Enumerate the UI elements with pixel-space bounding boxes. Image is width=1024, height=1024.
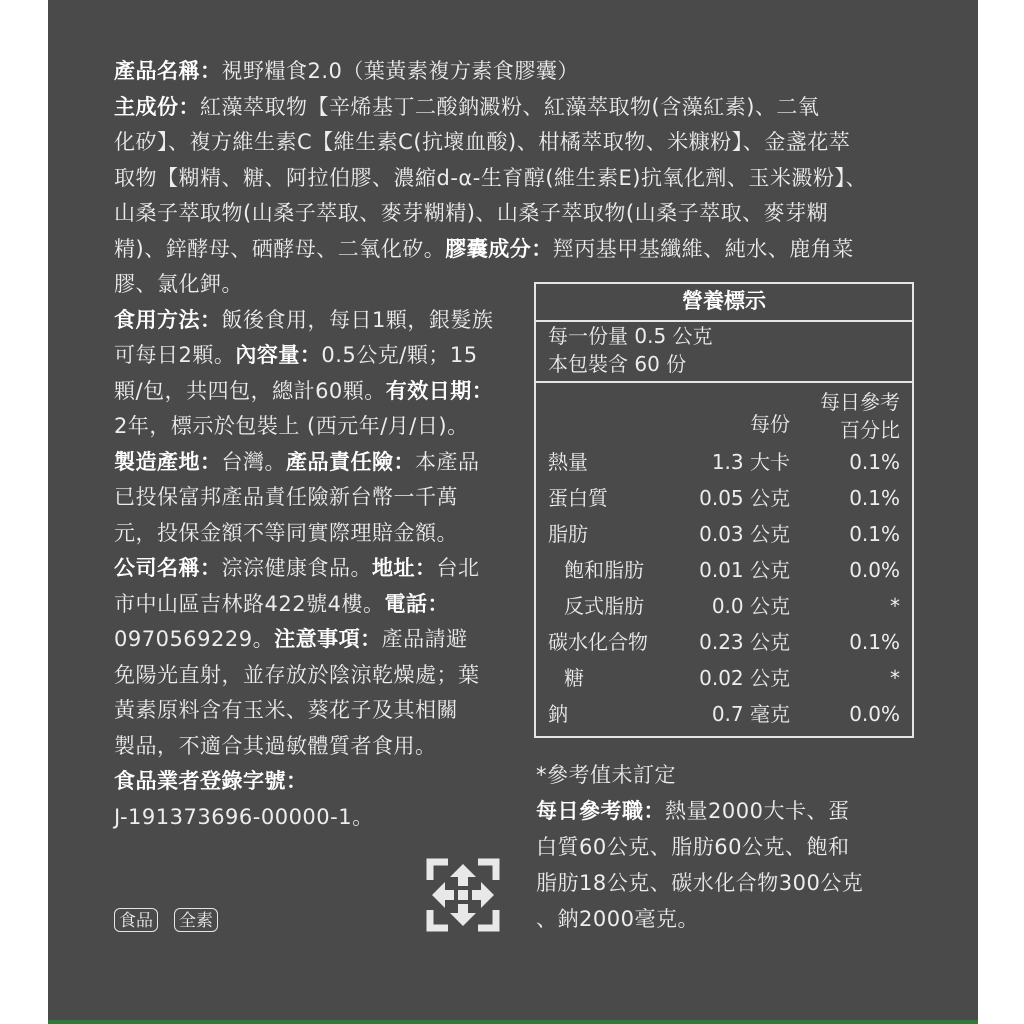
info-line [114, 800, 374, 834]
nutrient-name: 反式脂肪 [564, 594, 644, 618]
info-label: 電話： [384, 591, 449, 616]
info-text: 視野糧食2.0（葉黃素複方素食膠囊） [221, 59, 579, 83]
nutrient-daily-percent: 0.1% [849, 522, 900, 546]
info-label: 食用方法： [114, 307, 222, 332]
daily-reference-line3: 脂肪18公克、碳水化合物300公克 [536, 871, 864, 895]
nutrient-daily-percent: 0.1% [849, 450, 900, 474]
info-label: 產品責任險： [286, 449, 415, 474]
info-text: 顆/包，共四包，總計60顆。 [114, 378, 386, 403]
info-label: 主成份： [114, 94, 200, 119]
info-label: 製造產地： [114, 449, 222, 474]
nutrient-amount: 0.0 公克 [711, 594, 790, 618]
reference-note: *參考值未訂定 [536, 763, 676, 787]
nutrient-name: 鈉 [548, 702, 568, 726]
col-per-serving: 每份 [750, 412, 790, 436]
serving-size: 每一份量 0.5 公克 [548, 324, 713, 348]
nutrient-daily-percent: 0.0% [849, 558, 900, 582]
daily-reference-line2: 白質60公克、脂肪60公克、飽和 [536, 835, 850, 859]
info-line [114, 658, 480, 692]
info-text: 紅藻萃取物【辛烯基丁二酸鈉澱粉、紅藻萃取物(含藻紅素)、二氧 [200, 94, 820, 119]
info-line [114, 267, 243, 301]
nutrient-amount: 0.7 毫克 [711, 702, 790, 726]
nutrient-name: 碳水化合物 [548, 630, 648, 654]
info-line [114, 587, 449, 621]
nutrient-daily-percent: 0.1% [849, 486, 900, 510]
info-text: 山桑子萃取物(山桑子萃取、麥芽糊精)、山桑子萃取物(山桑子萃取、麥芽糊 [114, 201, 829, 225]
nutrient-name: 飽和脂肪 [564, 558, 644, 582]
info-text: 元，投保金額不等同實際理賠金額。 [114, 520, 458, 545]
info-text: 本產品 [415, 449, 480, 474]
info-line [114, 232, 854, 266]
nutrient-amount: 0.05 公克 [699, 486, 790, 510]
info-text: 台北 [436, 556, 480, 580]
info-text: 2年，標示於包裝上 (西元年/月/日)。 [114, 414, 469, 438]
info-text: 產品請避 [381, 627, 468, 651]
info-text: 羥丙基甲基纖維、純水、鹿角菜 [552, 236, 854, 261]
info-line [114, 90, 819, 124]
info-line [114, 125, 850, 159]
info-line [114, 551, 480, 585]
nutrient-name: 熱量 [548, 450, 588, 474]
info-label: 有效日期： [385, 378, 494, 403]
nutrition-title: 營養標示 [536, 284, 912, 322]
divider [536, 381, 912, 383]
info-text: 黃素原料含有玉米、葵花子及其相關 [114, 698, 458, 722]
info-label: 食品業者登錄字號： [114, 769, 308, 793]
info-label: 注意事項： [274, 627, 382, 651]
info-text: 可每日2顆。 [114, 343, 236, 367]
info-text: 淙淙健康食品。 [221, 556, 372, 580]
food-badge: 食品 [114, 908, 158, 932]
info-line [114, 338, 478, 372]
nutrition-table [534, 282, 914, 738]
info-text: 膠、氯化鉀。 [114, 272, 243, 296]
info-text: 已投保富邦產品責任險新台幣一千萬 [114, 485, 458, 509]
info-text: 0970569229。 [114, 627, 275, 651]
info-text: 飯後食用，每日1顆，銀髮族 [221, 307, 494, 332]
nutrient-name: 蛋白質 [548, 486, 608, 510]
info-line [114, 196, 828, 230]
info-line [114, 480, 458, 514]
info-label: 產品名稱： [114, 59, 222, 83]
nutrient-amount: 0.02 公克 [699, 666, 790, 690]
info-line [114, 409, 469, 443]
bottom-strip [48, 1020, 978, 1024]
nutrient-amount: 0.23 公克 [699, 630, 790, 654]
info-text: 0.5公克/顆；15 [321, 343, 478, 367]
info-label: 膠囊成分： [445, 236, 553, 261]
nutrient-daily-percent: * [890, 594, 900, 618]
daily-reference-line1: 每日參考職：熱量2000大卡、蛋 [536, 799, 850, 823]
nutrient-daily-percent: * [890, 666, 900, 690]
info-label: 內容量： [235, 343, 322, 367]
col-daily-1: 每日參考 [820, 390, 900, 414]
recycle-icon [424, 856, 502, 934]
nutrient-daily-percent: 0.1% [849, 630, 900, 654]
nutrient-name: 脂肪 [548, 522, 588, 546]
info-text: 精)、鋅酵母、硒酵母、二氧化矽。 [114, 236, 446, 261]
info-text: 化矽】、複方維生素C【維生素C(抗壞血酸)、柑橘萃取物、米糠粉】、金盞花萃 [114, 130, 851, 154]
nutrient-daily-percent: 0.0% [849, 702, 900, 726]
info-line [114, 729, 437, 763]
nutrient-name: 糖 [564, 666, 584, 690]
daily-reference-line4: 、鈉2000毫克。 [536, 907, 699, 931]
nutrient-amount: 1.3 大卡 [711, 450, 790, 474]
info-text: 取物【糊精、糖、阿拉伯膠、濃縮d-α-生育醇(維生素E)抗氧化劑、玉米澱粉】、 [114, 165, 867, 190]
info-line [114, 445, 480, 479]
info-line [114, 622, 468, 656]
nutrient-amount: 0.01 公克 [699, 558, 790, 582]
info-line [114, 161, 867, 195]
info-line [114, 54, 579, 88]
info-text: 免陽光直射，並存放於陰涼乾燥處；葉 [114, 662, 480, 687]
info-text: J-191373696-00000-1。 [114, 804, 374, 829]
info-line [114, 693, 458, 727]
info-line [114, 374, 493, 408]
info-label: 公司名稱： [114, 556, 222, 580]
info-line [114, 764, 308, 798]
col-daily-2: 百分比 [840, 418, 900, 442]
info-label: 地址： [372, 556, 437, 580]
nutrient-amount: 0.03 公克 [699, 522, 790, 546]
servings-per-pack: 本包裝含 60 份 [548, 352, 687, 376]
info-text: 台灣。 [221, 449, 286, 474]
info-text: 製品，不適合其過敏體質者食用。 [114, 733, 437, 758]
info-text: 市中山區吉林路422號4樓。 [114, 591, 385, 616]
info-line [114, 516, 458, 550]
info-line [114, 303, 493, 337]
daily-reference-label: 每日參考職： [536, 799, 665, 823]
vegan-badge: 全素 [174, 908, 218, 932]
